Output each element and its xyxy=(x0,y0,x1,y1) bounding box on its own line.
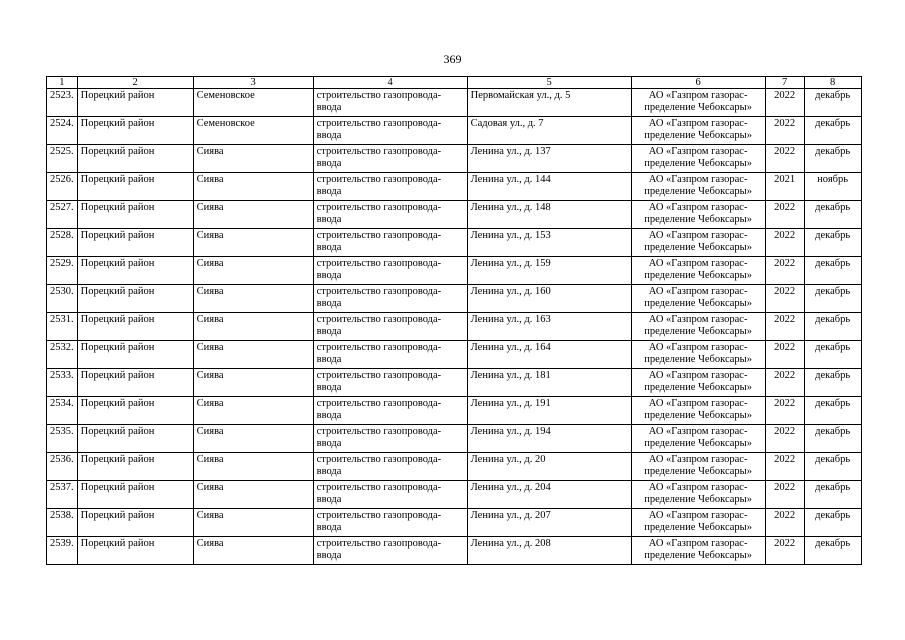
work-type-line: ввода xyxy=(316,437,342,449)
district-cell: Порецкий район xyxy=(77,397,193,425)
district-cell: Порецкий район xyxy=(77,509,193,537)
month-cell: декабрь xyxy=(804,285,861,313)
address-cell: Ленина ул., д. 208 xyxy=(467,537,631,565)
organization-cell xyxy=(631,313,765,341)
organization-line: пределение Чебоксары» xyxy=(644,465,752,477)
header-cell-7: 7 xyxy=(765,77,804,89)
work-type-cell xyxy=(313,453,467,481)
address-cell: Ленина ул., д. 207 xyxy=(467,509,631,537)
organization-line: АО «Газпром газорас- xyxy=(648,398,748,409)
organization-line: пределение Чебоксары» xyxy=(644,157,752,169)
work-type-line: строительство газопровода- xyxy=(316,510,442,521)
settlement-cell: Сиява xyxy=(193,369,313,397)
work-type-cell xyxy=(313,397,467,425)
header-cell-2: 2 xyxy=(77,77,193,89)
year-cell: 2022 xyxy=(765,285,804,313)
work-type-line: ввода xyxy=(316,213,342,225)
table-body xyxy=(47,77,862,565)
month-cell: декабрь xyxy=(804,117,861,145)
organization-cell xyxy=(631,453,765,481)
year-cell: 2022 xyxy=(765,145,804,173)
table-row xyxy=(47,89,862,117)
organization-line: АО «Газпром газорас- xyxy=(648,202,748,213)
table-row xyxy=(47,537,862,565)
organization-line: АО «Газпром газорас- xyxy=(648,146,748,157)
settlement-cell: Сиява xyxy=(193,425,313,453)
address-cell: Ленина ул., д. 153 xyxy=(467,229,631,257)
table-row xyxy=(47,201,862,229)
organization-line: пределение Чебоксары» xyxy=(644,409,752,421)
month-cell: декабрь xyxy=(804,369,861,397)
month-cell: декабрь xyxy=(804,89,861,117)
month-cell: ноябрь xyxy=(804,173,861,201)
header-cell-8: 8 xyxy=(804,77,861,89)
row-number-cell: 2535. xyxy=(47,425,78,453)
work-type-cell xyxy=(313,145,467,173)
district-cell: Порецкий район xyxy=(77,145,193,173)
work-type-line: ввода xyxy=(316,325,342,337)
organization-line: пределение Чебоксары» xyxy=(644,185,752,197)
district-cell: Порецкий район xyxy=(77,229,193,257)
work-type-line: строительство газопровода- xyxy=(316,286,442,297)
table-row xyxy=(47,117,862,145)
address-cell: Ленина ул., д. 160 xyxy=(467,285,631,313)
month-cell: декабрь xyxy=(804,509,861,537)
organization-line: АО «Газпром газорас- xyxy=(648,342,748,353)
work-type-line: строительство газопровода- xyxy=(316,258,442,269)
district-cell: Порецкий район xyxy=(77,341,193,369)
row-number-cell: 2534. xyxy=(47,397,78,425)
organization-cell xyxy=(631,173,765,201)
organization-line: АО «Газпром газорас- xyxy=(648,482,748,493)
work-type-line: ввода xyxy=(316,493,342,505)
row-number-cell: 2525. xyxy=(47,145,78,173)
address-cell: Ленина ул., д. 194 xyxy=(467,425,631,453)
work-type-line: строительство газопровода- xyxy=(316,482,442,493)
year-cell: 2022 xyxy=(765,201,804,229)
row-number-cell: 2539. xyxy=(47,537,78,565)
work-type-cell xyxy=(313,537,467,565)
month-cell: декабрь xyxy=(804,453,861,481)
table-row xyxy=(47,313,862,341)
settlement-cell: Сиява xyxy=(193,397,313,425)
row-number-cell: 2531. xyxy=(47,313,78,341)
table-row xyxy=(47,509,862,537)
settlement-cell: Сиява xyxy=(193,537,313,565)
district-cell: Порецкий район xyxy=(77,285,193,313)
organization-line: пределение Чебоксары» xyxy=(644,101,752,113)
organization-cell xyxy=(631,369,765,397)
table-row xyxy=(47,425,862,453)
work-type-line: ввода xyxy=(316,157,342,169)
work-type-line: ввода xyxy=(316,381,342,393)
work-type-line: ввода xyxy=(316,269,342,281)
organization-line: пределение Чебоксары» xyxy=(644,437,752,449)
work-type-cell xyxy=(313,285,467,313)
settlement-cell: Семеновское xyxy=(193,117,313,145)
district-cell: Порецкий район xyxy=(77,89,193,117)
organization-line: АО «Газпром газорас- xyxy=(648,370,748,381)
address-cell: Ленина ул., д. 204 xyxy=(467,481,631,509)
organization-cell xyxy=(631,537,765,565)
district-cell: Порецкий район xyxy=(77,481,193,509)
district-cell: Порецкий район xyxy=(77,369,193,397)
settlement-cell: Сиява xyxy=(193,341,313,369)
organization-line: пределение Чебоксары» xyxy=(644,129,752,141)
year-cell: 2022 xyxy=(765,453,804,481)
address-cell: Садовая ул., д. 7 xyxy=(467,117,631,145)
organization-cell xyxy=(631,481,765,509)
work-type-cell xyxy=(313,425,467,453)
address-cell: Первомайская ул., д. 5 xyxy=(467,89,631,117)
organization-cell xyxy=(631,89,765,117)
settlement-cell: Сиява xyxy=(193,453,313,481)
header-cell-6: 6 xyxy=(631,77,765,89)
table-row xyxy=(47,285,862,313)
address-cell: Ленина ул., д. 137 xyxy=(467,145,631,173)
month-cell: декабрь xyxy=(804,341,861,369)
work-type-line: ввода xyxy=(316,409,342,421)
row-number-cell: 2527. xyxy=(47,201,78,229)
month-cell: декабрь xyxy=(804,257,861,285)
address-cell: Ленина ул., д. 163 xyxy=(467,313,631,341)
district-cell: Порецкий район xyxy=(77,537,193,565)
settlement-cell: Сиява xyxy=(193,509,313,537)
row-number-cell: 2533. xyxy=(47,369,78,397)
table-row xyxy=(47,145,862,173)
table-row xyxy=(47,481,862,509)
organization-line: АО «Газпром газорас- xyxy=(648,538,748,549)
work-type-cell xyxy=(313,89,467,117)
month-cell: декабрь xyxy=(804,481,861,509)
month-cell: декабрь xyxy=(804,145,861,173)
work-type-cell xyxy=(313,481,467,509)
work-type-line: ввода xyxy=(316,185,342,197)
year-cell: 2022 xyxy=(765,341,804,369)
work-type-cell xyxy=(313,257,467,285)
organization-line: АО «Газпром газорас- xyxy=(648,510,748,521)
row-number-cell: 2523. xyxy=(47,89,78,117)
organization-cell xyxy=(631,145,765,173)
work-type-cell xyxy=(313,509,467,537)
address-cell: Ленина ул., д. 164 xyxy=(467,341,631,369)
organization-cell xyxy=(631,509,765,537)
work-type-line: ввода xyxy=(316,353,342,365)
organization-line: пределение Чебоксары» xyxy=(644,521,752,533)
district-cell: Порецкий район xyxy=(77,453,193,481)
table-row xyxy=(47,369,862,397)
work-type-cell xyxy=(313,369,467,397)
organization-line: пределение Чебоксары» xyxy=(644,213,752,225)
work-type-cell xyxy=(313,313,467,341)
table-row xyxy=(47,173,862,201)
district-cell: Порецкий район xyxy=(77,257,193,285)
year-cell: 2022 xyxy=(765,397,804,425)
settlement-cell: Сиява xyxy=(193,257,313,285)
table-row xyxy=(47,257,862,285)
address-cell: Ленина ул., д. 159 xyxy=(467,257,631,285)
month-cell: декабрь xyxy=(804,229,861,257)
header-cell-5: 5 xyxy=(467,77,631,89)
work-type-line: ввода xyxy=(316,465,342,477)
row-number-cell: 2530. xyxy=(47,285,78,313)
work-type-line: ввода xyxy=(316,549,342,561)
year-cell: 2022 xyxy=(765,229,804,257)
address-cell: Ленина ул., д. 144 xyxy=(467,173,631,201)
district-cell: Порецкий район xyxy=(77,201,193,229)
organization-line: пределение Чебоксары» xyxy=(644,241,752,253)
work-type-line: строительство газопровода- xyxy=(316,118,442,129)
work-type-line: ввода xyxy=(316,521,342,533)
table-row xyxy=(47,453,862,481)
year-cell: 2022 xyxy=(765,537,804,565)
address-cell: Ленина ул., д. 148 xyxy=(467,201,631,229)
year-cell: 2022 xyxy=(765,481,804,509)
organization-line: пределение Чебоксары» xyxy=(644,549,752,561)
page-number: 369 xyxy=(443,52,462,66)
organization-cell xyxy=(631,229,765,257)
work-type-cell xyxy=(313,117,467,145)
work-type-line: ввода xyxy=(316,129,342,141)
month-cell: декабрь xyxy=(804,425,861,453)
settlement-cell: Сиява xyxy=(193,285,313,313)
table-row xyxy=(47,397,862,425)
address-cell: Ленина ул., д. 191 xyxy=(467,397,631,425)
district-cell: Порецкий район xyxy=(77,117,193,145)
organization-cell xyxy=(631,285,765,313)
row-number-cell: 2532. xyxy=(47,341,78,369)
address-cell: Ленина ул., д. 181 xyxy=(467,369,631,397)
organization-line: пределение Чебоксары» xyxy=(644,493,752,505)
month-cell: декабрь xyxy=(804,537,861,565)
header-cell-1: 1 xyxy=(47,77,78,89)
address-cell: Ленина ул., д. 20 xyxy=(467,453,631,481)
settlement-cell: Сиява xyxy=(193,229,313,257)
header-row xyxy=(47,77,862,89)
work-type-line: строительство газопровода- xyxy=(316,146,442,157)
organization-cell xyxy=(631,257,765,285)
settlement-cell: Сиява xyxy=(193,481,313,509)
organization-line: АО «Газпром газорас- xyxy=(648,90,748,101)
settlement-cell: Семеновское xyxy=(193,89,313,117)
organization-line: АО «Газпром газорас- xyxy=(648,230,748,241)
year-cell: 2022 xyxy=(765,425,804,453)
row-number-cell: 2526. xyxy=(47,173,78,201)
work-type-line: строительство газопровода- xyxy=(316,230,442,241)
organization-line: АО «Газпром газорас- xyxy=(648,454,748,465)
district-cell: Порецкий район xyxy=(77,425,193,453)
row-number-cell: 2528. xyxy=(47,229,78,257)
work-type-line: строительство газопровода- xyxy=(316,398,442,409)
year-cell: 2022 xyxy=(765,89,804,117)
organization-cell xyxy=(631,201,765,229)
organization-line: АО «Газпром газорас- xyxy=(648,426,748,437)
work-type-line: строительство газопровода- xyxy=(316,370,442,381)
year-cell: 2021 xyxy=(765,173,804,201)
month-cell: декабрь xyxy=(804,201,861,229)
organization-line: АО «Газпром газорас- xyxy=(648,314,748,325)
work-type-cell xyxy=(313,341,467,369)
work-type-line: строительство газопровода- xyxy=(316,174,442,185)
work-type-line: строительство газопровода- xyxy=(316,314,442,325)
year-cell: 2022 xyxy=(765,313,804,341)
organization-line: пределение Чебоксары» xyxy=(644,353,752,365)
settlement-cell: Сиява xyxy=(193,145,313,173)
organization-line: пределение Чебоксары» xyxy=(644,381,752,393)
work-type-line: ввода xyxy=(316,241,342,253)
row-number-cell: 2537. xyxy=(47,481,78,509)
row-number-cell: 2529. xyxy=(47,257,78,285)
work-type-line: строительство газопровода- xyxy=(316,90,442,101)
month-cell: декабрь xyxy=(804,313,861,341)
table-row xyxy=(47,229,862,257)
year-cell: 2022 xyxy=(765,509,804,537)
work-type-line: строительство газопровода- xyxy=(316,538,442,549)
year-cell: 2022 xyxy=(765,257,804,285)
row-number-cell: 2536. xyxy=(47,453,78,481)
month-cell: декабрь xyxy=(804,397,861,425)
organization-cell xyxy=(631,117,765,145)
organization-line: АО «Газпром газорас- xyxy=(648,258,748,269)
work-type-line: строительство газопровода- xyxy=(316,202,442,213)
header-cell-3: 3 xyxy=(193,77,313,89)
district-cell: Порецкий район xyxy=(77,313,193,341)
organization-cell xyxy=(631,341,765,369)
work-type-line: строительство газопровода- xyxy=(316,454,442,465)
data-table xyxy=(46,76,862,565)
work-type-line: ввода xyxy=(316,297,342,309)
organization-cell xyxy=(631,425,765,453)
row-number-cell: 2538. xyxy=(47,509,78,537)
table-row xyxy=(47,341,862,369)
work-type-cell xyxy=(313,229,467,257)
organization-line: пределение Чебоксары» xyxy=(644,297,752,309)
year-cell: 2022 xyxy=(765,369,804,397)
row-number-cell: 2524. xyxy=(47,117,78,145)
settlement-cell: Сиява xyxy=(193,313,313,341)
work-type-cell xyxy=(313,173,467,201)
settlement-cell: Сиява xyxy=(193,201,313,229)
header-cell-4: 4 xyxy=(313,77,467,89)
organization-line: АО «Газпром газорас- xyxy=(648,118,748,129)
organization-line: пределение Чебоксары» xyxy=(644,269,752,281)
organization-line: АО «Газпром газорас- xyxy=(648,174,748,185)
district-cell: Порецкий район xyxy=(77,173,193,201)
work-type-line: строительство газопровода- xyxy=(316,426,442,437)
work-type-line: строительство газопровода- xyxy=(316,342,442,353)
settlement-cell: Сиява xyxy=(193,173,313,201)
work-type-cell xyxy=(313,201,467,229)
organization-line: пределение Чебоксары» xyxy=(644,325,752,337)
year-cell: 2022 xyxy=(765,117,804,145)
organization-line: АО «Газпром газорас- xyxy=(648,286,748,297)
organization-cell xyxy=(631,397,765,425)
work-type-line: ввода xyxy=(316,101,342,113)
